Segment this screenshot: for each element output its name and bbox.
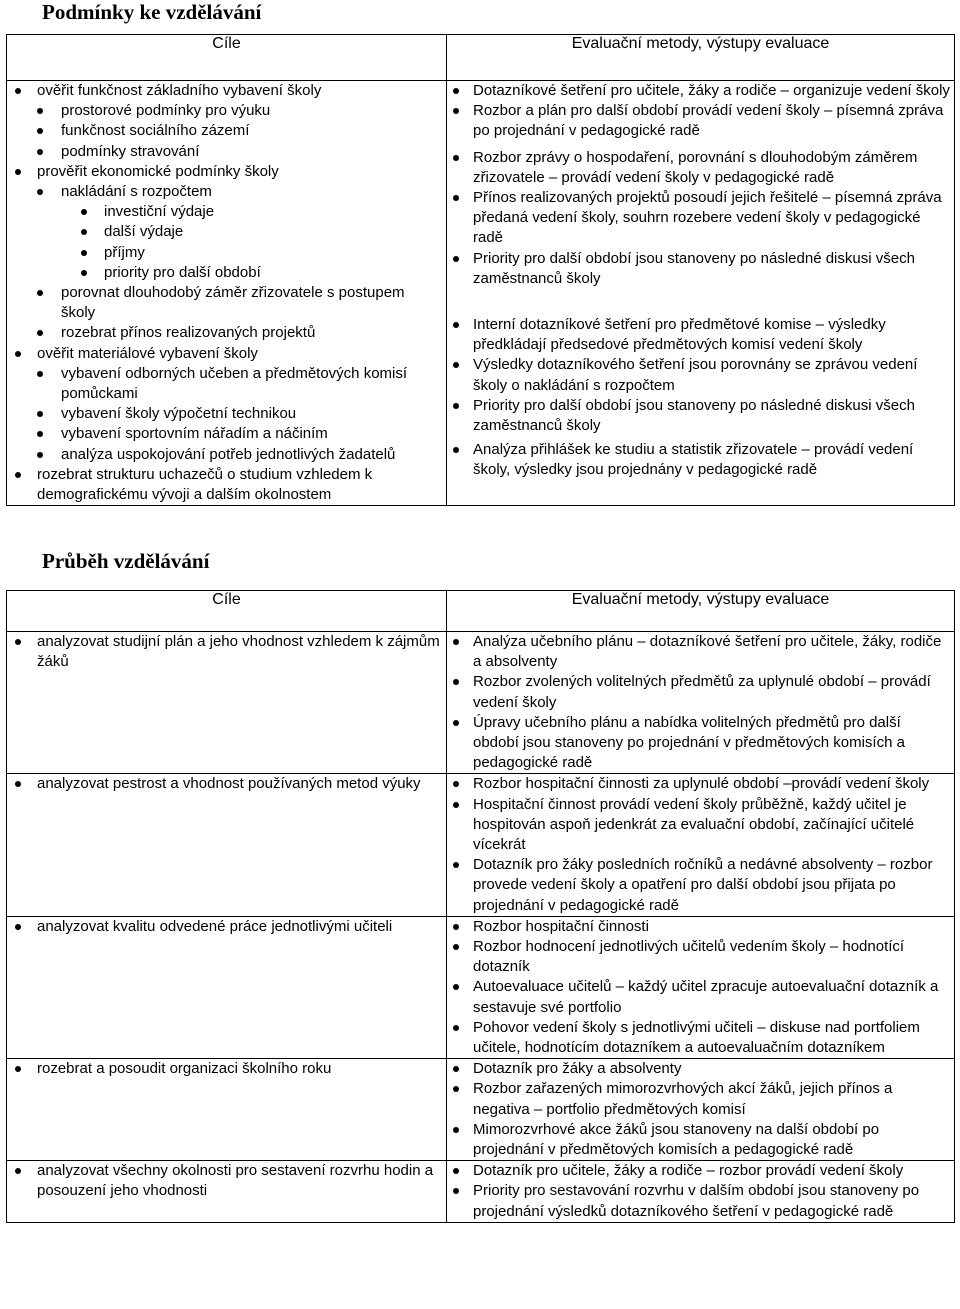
bullet-icon xyxy=(37,431,43,437)
list-item xyxy=(447,148,954,188)
list-item xyxy=(7,1161,446,1201)
methods-list xyxy=(447,917,954,1058)
list-item-text: analyzovat studijní plán a jeho vhodnost vzhledem k zájmům žáků xyxy=(37,633,440,671)
header-goals: Cíle xyxy=(7,591,447,632)
bullet-icon xyxy=(15,88,21,94)
bullet-icon xyxy=(453,195,459,201)
list-item xyxy=(7,222,446,242)
list-item xyxy=(447,249,954,289)
bullet-icon xyxy=(453,944,459,950)
list-item xyxy=(447,713,954,774)
bullet-icon xyxy=(81,209,87,215)
list-item-text: Rozbor hodnocení jednotlivých učitelů vedením školy – hodnotící dotazník xyxy=(473,938,905,976)
goal-cell xyxy=(7,916,447,1058)
list-item-text: Autoevaluace učitelů – každý učitel zpracuje autoevaluační dotazník a sestavuje své portfolio xyxy=(473,978,939,1016)
list-item-text: porovnat dlouhodobý záměr zřizovatele s postupem školy xyxy=(61,284,405,322)
list-item-text: Rozbor zvolených volitelných předmětů za uplynulé období – provádí vedení školy xyxy=(473,673,931,711)
list-item xyxy=(7,323,446,343)
list-item xyxy=(7,121,446,141)
list-item-text: Rozbor hospitační činnosti xyxy=(473,917,649,935)
header-goals: Cíle xyxy=(7,35,447,81)
process-table xyxy=(6,590,955,1223)
list-item-text: ověřit funkčnost základního vybavení školy xyxy=(37,82,322,99)
bullet-icon xyxy=(37,452,43,458)
list-item xyxy=(447,355,954,395)
bullet-icon xyxy=(15,639,21,645)
list-item xyxy=(7,404,446,424)
list-item-text: Přínos realizovaných projektů posoudí jejich řešitelé – písemná zpráva předaná vedení školy, souhrn rozebere vedení školy v pedagogické radě xyxy=(473,189,942,247)
list-item xyxy=(7,344,446,364)
goals-list xyxy=(7,81,446,505)
list-item xyxy=(7,632,446,672)
list-item xyxy=(447,440,954,480)
bullet-icon xyxy=(15,1066,21,1072)
list-item xyxy=(447,917,954,937)
list-item xyxy=(7,243,446,263)
list-item-text: Analýza učebního plánu – dotazníkové šetření pro učitele, žáky, rodiče a absolventy xyxy=(473,633,942,671)
list-item xyxy=(7,81,446,101)
list-item xyxy=(7,364,446,404)
list-item xyxy=(7,202,446,222)
goal-list xyxy=(7,632,446,672)
list-item xyxy=(7,263,446,283)
bullet-icon xyxy=(453,403,459,409)
list-item xyxy=(7,465,446,505)
table-row xyxy=(7,81,955,506)
list-item xyxy=(7,162,446,182)
list-item-text: Priority pro sestavování rozvrhu v dalším období jsou stanoveny po projednání výsledků dotazníkového šetření v pedagogické radě xyxy=(473,1182,920,1220)
list-item xyxy=(7,101,446,121)
bullet-icon xyxy=(37,330,43,336)
bullet-icon xyxy=(37,290,43,296)
header-methods: Evaluační metody, výstupy evaluace xyxy=(447,591,955,632)
goal-list xyxy=(7,774,446,794)
bullet-icon xyxy=(37,371,43,377)
bullet-icon xyxy=(15,472,21,478)
list-item-text: Rozbor a plán pro další období provádí vedení školy – písemná zpráva po projednání v pedagogické radě xyxy=(473,102,944,140)
bullet-icon xyxy=(453,862,459,868)
goals-cell xyxy=(7,81,447,506)
list-item xyxy=(447,396,954,436)
list-item xyxy=(447,188,954,249)
list-item-text: Pohovor vedení školy s jednotlivými učiteli – diskuse nad portfoliem učitele, hodnotícím dotazníkem a autoevaluačním dotazníkem xyxy=(473,1018,920,1057)
bullet-icon xyxy=(453,108,459,114)
list-item-text: investiční výdaje xyxy=(104,203,215,221)
list-item-text: vybavení školy výpočetní technikou xyxy=(61,405,297,423)
list-item-text: Dotazníkové šetření pro učitele, žáky a rodiče – organizuje vedení školy xyxy=(473,82,950,99)
list-item-text: Priority pro další období jsou stanoveny po následné diskusi všech zaměstnanců školy xyxy=(473,396,915,435)
list-item xyxy=(447,672,954,712)
bullet-icon xyxy=(81,229,87,235)
bullet-icon xyxy=(81,270,87,276)
bullet-icon xyxy=(37,108,43,114)
section-title-process: Průběh vzdělávání xyxy=(42,549,210,573)
list-item xyxy=(447,855,954,916)
list-item xyxy=(447,1181,954,1221)
list-item xyxy=(447,774,954,794)
section-title-conditions: Podmínky ke vzdělávání xyxy=(42,0,262,24)
bullet-icon xyxy=(37,189,43,195)
list-item xyxy=(7,774,446,794)
bullet-icon xyxy=(15,1168,21,1174)
list-item-text: rozebrat a posoudit organizaci školního roku xyxy=(37,1060,332,1078)
bullet-icon xyxy=(453,679,459,685)
bullet-icon xyxy=(15,781,21,787)
table-row xyxy=(7,632,955,774)
list-item xyxy=(7,445,446,465)
list-item xyxy=(447,795,954,856)
bullet-icon xyxy=(453,256,459,262)
bullet-icon xyxy=(453,1086,459,1092)
table-header-row xyxy=(7,35,955,81)
bullet-icon xyxy=(453,155,459,161)
table-row xyxy=(7,916,955,1058)
list-item xyxy=(447,1161,954,1181)
list-item-text: priority pro další období xyxy=(104,263,261,281)
bullet-icon xyxy=(15,169,21,175)
header-methods: Evaluační metody, výstupy evaluace xyxy=(447,35,955,81)
list-item-text: ověřit materiálové vybavení školy xyxy=(37,344,258,362)
table-row xyxy=(7,1161,955,1223)
list-item-text: vybavení sportovním nářadím a náčiním xyxy=(61,425,328,443)
list-item-text: Mimorozvrhové akce žáků jsou stanoveny na další období po projednání v předmětových komisích a pedagogické radě xyxy=(473,1120,880,1159)
methods-cell xyxy=(447,916,955,1058)
bullet-icon xyxy=(37,411,43,417)
goal-cell xyxy=(7,632,447,774)
bullet-icon xyxy=(37,128,43,134)
bullet-icon xyxy=(453,1188,459,1194)
list-item xyxy=(447,977,954,1017)
list-item-text: rozebrat přínos realizovaných projektů xyxy=(61,324,316,342)
list-item-text: Dotazník pro učitele, žáky a rodiče – rozbor provádí vedení školy xyxy=(473,1162,904,1180)
list-item xyxy=(7,142,446,162)
bullet-icon xyxy=(453,802,459,808)
table-header-row xyxy=(7,591,955,632)
methods-list xyxy=(447,632,954,773)
bullet-icon xyxy=(453,1066,459,1072)
bullet-icon xyxy=(453,720,459,726)
list-item-text: prostorové podmínky pro výuku xyxy=(61,102,271,120)
list-item-text: Dotazník pro žáky a absolventy xyxy=(473,1060,682,1078)
methods-list xyxy=(447,1161,954,1222)
bullet-icon xyxy=(453,924,459,930)
bullet-icon xyxy=(81,250,87,256)
goal-cell xyxy=(7,1059,447,1161)
goal-cell xyxy=(7,774,447,916)
list-item-text: rozebrat strukturu uchazečů o studium vzhledem k demografickému vývoji a dalším okolnostem xyxy=(37,465,373,504)
list-item-text: analýza uspokojování potřeb jednotlivých žadatelů xyxy=(61,445,396,463)
bullet-icon xyxy=(453,362,459,368)
bullet-icon xyxy=(453,639,459,645)
list-item-text: funkčnost sociálního zázemí xyxy=(61,122,250,140)
bullet-icon xyxy=(453,1127,459,1133)
conditions-table xyxy=(6,34,955,506)
list-item-text: podmínky stravování xyxy=(61,142,200,160)
methods-cell xyxy=(447,632,955,774)
bullet-icon xyxy=(453,322,459,328)
list-item-text: Úpravy učebního plánu a nabídka volitelných předmětů pro další období jsou stanoveny po projednání v předmětových komisích a pedagogické radě xyxy=(473,713,905,772)
methods-list xyxy=(447,774,954,915)
list-item xyxy=(7,182,446,202)
list-item-text: Priority pro další období jsou stanoveny po následné diskusi všech zaměstnanců školy xyxy=(473,249,915,287)
list-item xyxy=(447,937,954,977)
list-item-text: analyzovat pestrost a vhodnost používaných metod výuky xyxy=(37,775,421,793)
list-item-text: další výdaje xyxy=(104,223,184,241)
bullet-icon xyxy=(15,924,21,930)
list-item xyxy=(7,917,446,937)
list-item-text: prověřit ekonomické podmínky školy xyxy=(37,162,279,180)
list-item xyxy=(447,632,954,672)
list-item-text: nakládání s rozpočtem xyxy=(61,183,212,201)
list-item xyxy=(447,1059,954,1079)
list-item-text: Hospitační činnost provádí vedení školy průběžně, každý učitel je hospitován aspoň jedenkrát za evaluační období, začínající učitelé vícekrát xyxy=(473,795,915,854)
methods-list xyxy=(447,81,954,481)
list-item xyxy=(447,1120,954,1160)
bullet-icon xyxy=(453,984,459,990)
list-item-text: analyzovat kvalitu odvedené práce jednotlivými učiteli xyxy=(37,917,393,935)
list-item-text: Analýza přihlášek ke studiu a statistik zřizovatele – provádí vedení školy, výsledky jsou projednány v pedagogické radě xyxy=(473,441,914,479)
list-item xyxy=(447,1018,954,1058)
list-item-text: Dotazník pro žáky posledních ročníků a nedávné absolventy – rozbor provede vedení školy a opatření pro další období jsou přijata po projednání v pedagogické radě xyxy=(473,856,933,914)
list-item-text: Výsledky dotazníkového šetření jsou porovnány se zprávou vedení školy o nakládání s rozpočtem xyxy=(473,356,918,394)
goal-list xyxy=(7,1059,446,1079)
table-row xyxy=(7,774,955,916)
table-row xyxy=(7,1059,955,1161)
bullet-icon xyxy=(453,88,459,94)
goal-cell xyxy=(7,1161,447,1223)
methods-cell xyxy=(447,774,955,916)
list-item xyxy=(447,1079,954,1119)
methods-cell xyxy=(447,1059,955,1161)
list-item xyxy=(7,424,446,444)
bullet-icon xyxy=(15,351,21,357)
list-item-text: analyzovat všechny okolnosti pro sestavení rozvrhu hodin a posouzení jeho vhodnosti xyxy=(37,1162,434,1200)
list-item-text: příjmy xyxy=(104,243,145,261)
bullet-icon xyxy=(37,149,43,155)
list-item-text: Rozbor zprávy o hospodaření, porovnání s dlouhodobým záměrem zřizovatele – provádí vedení školy v pedagogické radě xyxy=(473,148,918,186)
bullet-icon xyxy=(453,781,459,787)
bullet-icon xyxy=(453,1025,459,1031)
methods-cell xyxy=(447,81,955,506)
list-item xyxy=(447,81,954,101)
list-item xyxy=(7,283,446,323)
bullet-icon xyxy=(453,1168,459,1174)
methods-cell xyxy=(447,1161,955,1223)
list-item-text: Interní dotazníkové šetření pro předmětové komise – výsledky předkládají předsedové předmětových komisí vedení školy xyxy=(473,316,886,354)
list-item-text: Rozbor hospitační činnosti za uplynulé období –provádí vedení školy xyxy=(473,775,930,793)
methods-list xyxy=(447,1059,954,1160)
list-item xyxy=(447,315,954,355)
list-item-text: Rozbor zařazených mimorozvrhových akcí žáků, jejich přínos a negativa – portfolio předmětových komisí xyxy=(473,1080,893,1118)
list-item-text: vybavení odborných učeben a předmětových komisí pomůckami xyxy=(61,364,408,403)
bullet-icon xyxy=(453,447,459,453)
goal-list xyxy=(7,917,446,937)
list-item xyxy=(7,1059,446,1079)
list-item xyxy=(447,101,954,141)
goal-list xyxy=(7,1161,446,1201)
